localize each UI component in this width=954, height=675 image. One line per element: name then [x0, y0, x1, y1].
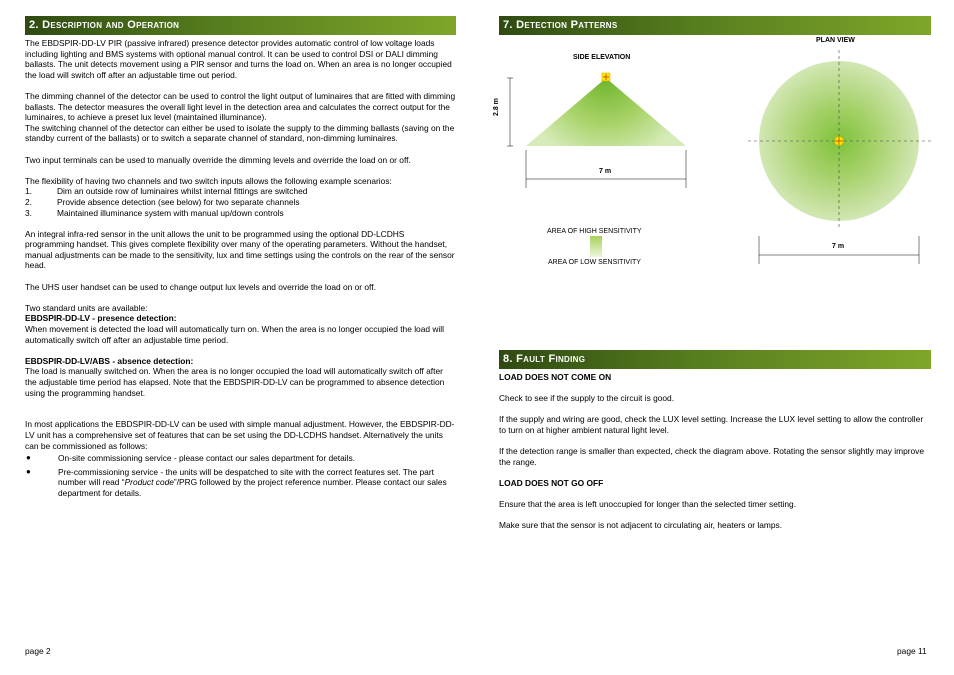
- section-heading-fault-finding: 8. Fault Finding: [499, 350, 931, 369]
- fault2-timer: Ensure that the area is left unoccupied for longer than the selected timer setting.: [499, 499, 797, 510]
- uhs-handset-paragraph: The UHS user handset can be used to change output lux levels and override the load on or off.: [25, 281, 376, 292]
- fault1-title: LOAD DOES NOT COME ON: [499, 372, 612, 382]
- list-item: 3. Maintained illuminance system with manual up/down controls: [25, 207, 284, 218]
- commissioning-paragraph: In most applications the EBDSPIR-DD-LV can be used with simple manual adjustment. However, the EBDSPIR-DD-LV unit has a comprehensive set of features that can be set using the DD-LCDHS handset. Alternatively the units can be commissioned as follows:: [25, 419, 455, 451]
- side-elevation-label: SIDE ELEVATION: [573, 54, 631, 61]
- fault2-title: LOAD DOES NOT GO OFF: [499, 477, 604, 488]
- list-item: ● On-site commissioning service - please contact our sales department for details.: [26, 453, 355, 464]
- standard-units-paragraph: Two standard units are available:: [25, 302, 148, 313]
- section-heading-description: 2. Description and Operation: [25, 16, 456, 35]
- fault1-lux: If the supply and wiring are good, check the LUX level setting. Increase the LUX level setting to allow the controller to turn on at higher ambient natural light level.: [499, 414, 924, 435]
- list-item: ● Pre-commissioning service - the units will be despatched to site with the correct features set. The part number will read “Product code”/PRG followed by the project reference number. Please contact our sales department for details.: [26, 466, 447, 498]
- section-heading-detection-patterns: 7. Detection Patterns: [499, 16, 931, 35]
- infrared-paragraph: An integral infra-red sensor in the unit allows the unit to be programmed using the optional DD-LCDHS programming handset. This gives complete flexibility over many of the operating parameters. Without the handset, manual adjustments can be made to the sensitivity, lux and time settings using the controls on the rear of the sensor head.: [25, 228, 455, 271]
- page-number-right: page 11: [897, 646, 927, 656]
- switching-paragraph: The switching channel of the detector can either be used to isolate the supply to the dimming ballasts (saving on the standby current of the ballasts) or to switch a separate channel of standard, non-dimming luminaires.: [25, 122, 455, 144]
- fault-finding-section: [499, 350, 931, 531]
- fault1-supply: Check to see if the supply to the circuit is good.: [499, 393, 675, 404]
- list-item: 2. Provide absence detection (see below) for two separate channels: [25, 196, 300, 207]
- legend-low-sensitivity: AREA OF LOW SENSITIVITY: [548, 259, 641, 266]
- list-item: 1. Dim an outside row of luminaires whilst internal fittings are switched: [25, 186, 308, 197]
- absence-unit-text: The load is manually switched on. When the area is no longer occupied the load will automatically switch off after the adjustable time period has elapsed. Note that the EBDSPIR-DD-LV can be programmed to absence detection using the programming handset.: [25, 366, 445, 398]
- detection-pattern-diagram: [0, 0, 954, 300]
- plan-width-label: 7 m: [832, 243, 845, 250]
- absence-unit-title: EBDSPIR-DD-LV/ABS - absence detection:: [25, 355, 194, 366]
- bullet-icon: ●: [26, 453, 31, 463]
- presence-unit-text: When movement is detected the load will automatically turn on. When the area is no longer occupied the load will automatically switch off after an adjustable time period.: [25, 324, 444, 345]
- intro-paragraph: The EBDSPIR-DD-LV PIR (passive infrared) presence detector provides automatic control of low voltage loads including lighting and BMS systems with optional manual control. It can be used to control DSI or DALI dimming ballasts. The unit detects movement using a PIR sensor and turns the load on. When an area is no longer occupied the load will switch off after an adjustable time out period.: [25, 38, 452, 80]
- page-number-left: page 2: [25, 646, 51, 656]
- side-width-label: 7 m: [599, 168, 612, 175]
- fault1-range: If the detection range is smaller than expected, check the diagram above. Rotating the sensor slightly may improve the range.: [499, 446, 925, 467]
- flexibility-paragraph: The flexibility of having two channels and two switch inputs allows the following example scenarios:: [25, 175, 392, 186]
- sensitivity-legend-swatch: [590, 236, 602, 257]
- dimming-paragraph: The dimming channel of the detector can be used to control the light output of luminaires that are fitted with dimming ballasts. The detector measures the overall light level in the detection area and calculates the correct output for the luminaires, to achieve a preset lux level (maintained illuminance).: [25, 90, 456, 123]
- legend-high-sensitivity: AREA OF HIGH SENSITIVITY: [547, 228, 642, 235]
- height-label: 2.8 m: [493, 98, 500, 116]
- fault2-airflow: Make sure that the sensor is not adjacent to circulating air, heaters or lamps.: [499, 520, 783, 531]
- side-detection-cone: [526, 78, 686, 146]
- presence-unit-title: EBDSPIR-DD-LV - presence detection:: [25, 313, 177, 324]
- bullet-icon: ●: [26, 466, 31, 476]
- plan-view-label: PLAN VIEW: [816, 37, 855, 44]
- input-terminals-paragraph: Two input terminals can be used to manually override the dimming levels and override the load on or off.: [25, 154, 411, 165]
